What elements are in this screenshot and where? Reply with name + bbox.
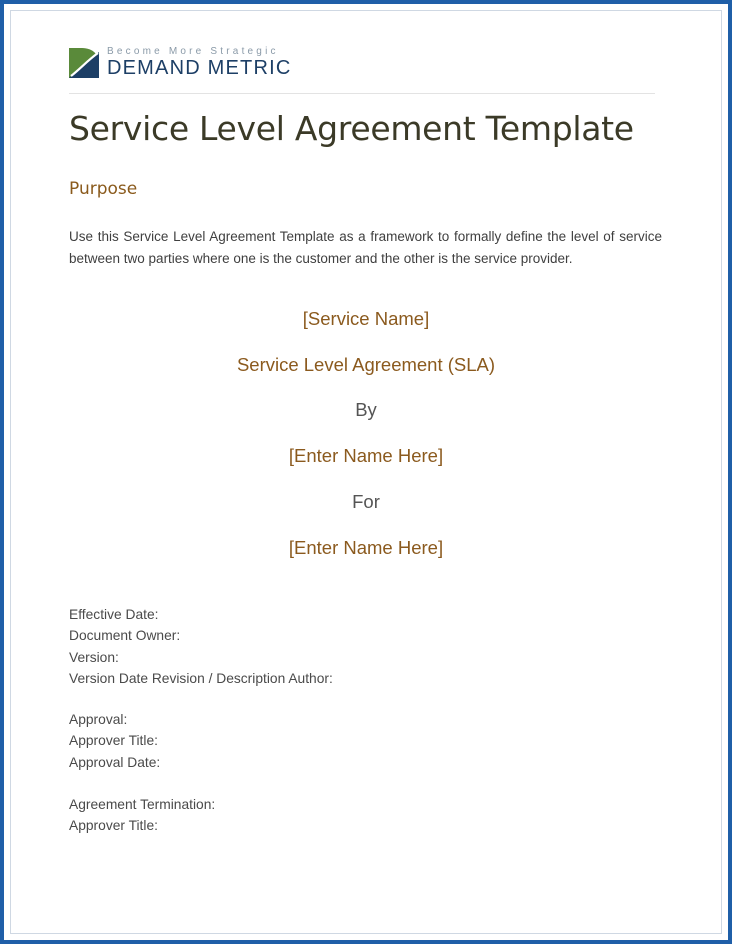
purpose-heading: Purpose: [69, 179, 138, 199]
demand-metric-logo: [69, 46, 359, 80]
field-effective-date: Effective Date:: [69, 607, 159, 622]
field-agreement-termination: Agreement Termination:: [69, 797, 216, 812]
field-approval-date: Approval Date:: [69, 754, 161, 770]
demand-metric-logo-icon: [69, 48, 99, 78]
purpose-paragraph: Use this Service Level Agreement Template as a framework to formally define the level of service between two parties where one is the customer and the other is the service provider.: [69, 229, 662, 266]
service-name: [Service Name]: [302, 308, 430, 329]
customer-name: [Enter Name Here]: [288, 537, 444, 558]
agreement-label: Service Level Agreement (SLA): [236, 354, 496, 375]
header-divider: [69, 93, 655, 94]
logo-tagline: Become More Strategic: [107, 46, 279, 57]
field-termination-approver-title: Approver Title:: [69, 818, 158, 834]
field-approval: Approval:: [69, 712, 128, 727]
approval-fields: [69, 709, 160, 773]
field-version: Version:: [69, 649, 119, 665]
by-label: By: [355, 399, 377, 420]
document-title: Service Level Agreement Template: [69, 109, 634, 148]
field-version-date-revision: Version Date Revision / Description Author:: [69, 670, 333, 686]
termination-fields: [69, 794, 215, 837]
provider-name: [Enter Name Here]: [288, 445, 444, 466]
field-document-owner: Document Owner:: [69, 628, 181, 644]
for-label: For: [352, 491, 380, 512]
field-approver-title: Approver Title:: [69, 733, 158, 749]
logo-name: DEMAND METRIC: [107, 57, 292, 79]
document-info-fields: [69, 604, 333, 689]
